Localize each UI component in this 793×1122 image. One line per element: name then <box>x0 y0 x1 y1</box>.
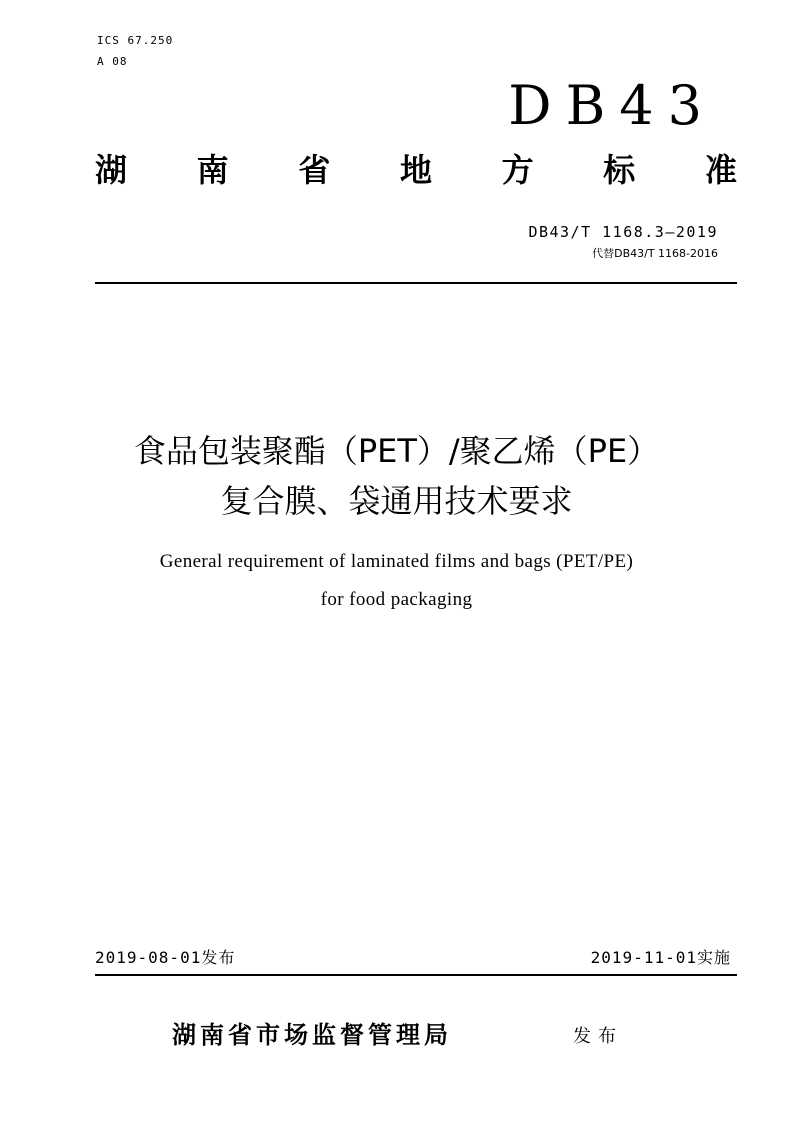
standard-type-char: 南 <box>196 151 229 189</box>
standard-type-char: 湖 <box>95 151 128 189</box>
standard-type-char: 地 <box>399 151 432 189</box>
replaces-standard: 代替DB43/T 1168-2016 <box>592 247 718 260</box>
standard-type-char: 准 <box>704 151 737 189</box>
title-cn-line2: 复合膜、袋通用技术要求 <box>220 482 573 520</box>
standard-type-char: 标 <box>603 151 636 189</box>
db-logo: DB43 <box>508 74 716 137</box>
standard-type-char: 省 <box>298 151 331 189</box>
top-divider <box>95 282 737 284</box>
standard-type-char: 方 <box>501 151 534 189</box>
issuing-authority: 湖南省市场监督管理局 <box>172 1021 452 1049</box>
standard-number: DB43/T 1168.3—2019 <box>528 223 718 241</box>
issue-word: 发布 <box>573 1026 623 1047</box>
ics-code: ICS 67.250 <box>97 34 174 47</box>
bottom-divider <box>95 974 737 976</box>
implementation-date: 2019-11-01实施 <box>590 948 731 967</box>
standard-type-heading <box>95 148 737 192</box>
issue-date: 2019-08-01发布 <box>95 948 236 967</box>
title-cn-line1: 食品包装聚酯（PET）/聚乙烯（PE） <box>133 432 660 470</box>
title-en-line1: General requirement of laminated films and bags (PET/PE) <box>159 551 634 572</box>
classification-code: A 08 <box>97 55 128 68</box>
title-en-line2: for food packaging <box>320 589 473 610</box>
